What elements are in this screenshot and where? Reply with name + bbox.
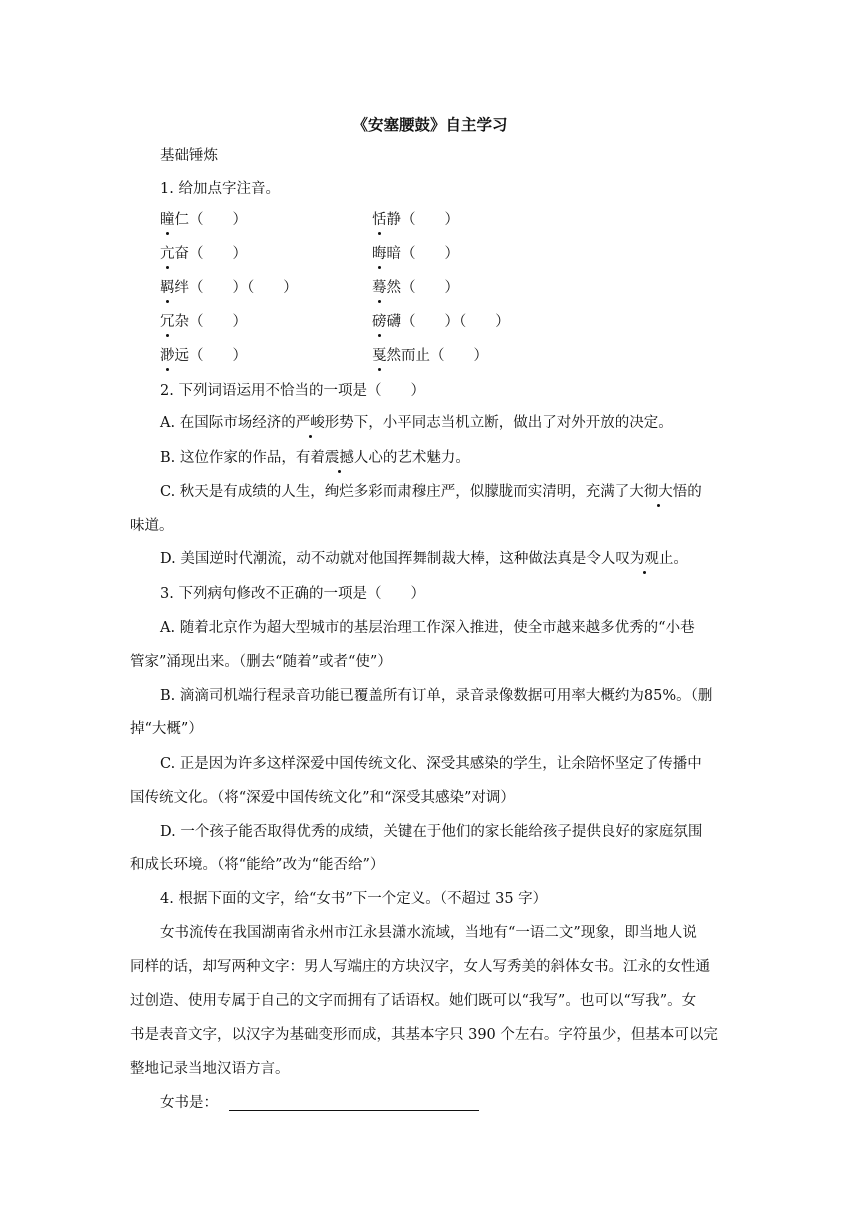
q2-option-c: C. 秋天是有成绩的人生，绚烂多彩而肃穆庄严，似朦胧而实清明，充满了大彻大悟的 [160,484,702,500]
q3-stem: 3. 下列病句修改不正确的一项是（ ） [160,586,425,602]
q4-passage-line: 过创造、使用专属于自己的文字而拥有了话语权。她们既可以“我写”。也可以“写我”。女 [130,993,697,1009]
q4-answer-label: 女书是： [160,1095,218,1111]
q2-stem: 2. 下列词语运用不恰当的一项是（ ） [160,383,425,399]
q1-stem: 1. 给加点字注音。 [160,181,280,197]
q3-line: D. 一个孩子能否取得优秀的成绩，关键在于他们的家长能给孩子提供良好的家庭氛围 [160,824,703,840]
q1-item: 戛然而止（ ） [372,348,488,364]
q1-item: 晦暗（ ） [372,246,459,262]
q4-passage-line: 女书流传在我国湖南省永州市江永县潇水流域，当地有“一语二文”现象，即当地人说 [160,925,697,941]
q1-item: 渺远（ ） [160,348,247,364]
q4-passage-line: 整地记录当地汉语方言。 [130,1061,290,1077]
q1-item: 恬静（ ） [372,212,459,228]
q1-item: 蓦然（ ） [372,280,459,296]
q1-item: 羁绊（ ）（ ） [160,280,298,296]
q1-item: 磅礴（ ）（ ） [372,314,510,330]
q3-line: 掉“大概”） [130,721,203,737]
q3-line: B. 滴滴司机端行程录音功能已覆盖所有订单，录音录像数据可用率大概约为85%。（删 [160,688,713,704]
q1-item: 冗杂（ ） [160,314,247,330]
q2-option-b: B. 这位作家的作品，有着震撼人心的艺术魅力。 [160,450,470,466]
q3-line: 国传统文化。（将“深爱中国传统文化”和“深受其感染”对调） [130,790,515,806]
q3-line: A. 随着北京作为超大型城市的基层治理工作深入推进，使全市越来越多优秀的“小巷 [160,620,695,636]
q4-passage-line: 同样的话，却写两种文字：男人写端庄的方块汉字，女人写秀美的斜体女书。江永的女性通 [130,959,710,975]
q2-option-c-cont: 味道。 [130,518,174,534]
q4-passage-line: 书是表音文字，以汉字为基础变形而成，其基本字只 390 个左右。字符虽少，但基本可以完 [130,1027,718,1043]
q1-item: 瞳仁（ ） [160,212,247,228]
q3-line: C. 正是因为许多这样深爱中国传统文化、深受其感染的学生，让余陪怀坚定了传播中 [160,756,702,772]
q4-answer-blank[interactable] [229,1110,479,1111]
q4-stem: 4. 根据下面的文字，给“女书”下一个定义。（不超过 35 字） [160,891,548,907]
q3-line: 和成长环境。（将“能给”改为“能否给”） [130,857,385,873]
q2-option-d: D. 美国逆时代潮流，动不动就对他国挥舞制裁大棒，这种做法真是令人叹为观止。 [160,551,688,567]
section-heading: 基础锤炼 [160,148,218,164]
q3-line: 管家”涌现出来。（删去“随着”或者“使”） [130,654,392,670]
q2-option-a: A. 在国际市场经济的严峻形势下，小平同志当机立断，做出了对外开放的决定。 [160,415,673,431]
page-title: 《安塞腰鼓》自主学习 [352,116,508,134]
q1-item: 亢奋（ ） [160,246,247,262]
